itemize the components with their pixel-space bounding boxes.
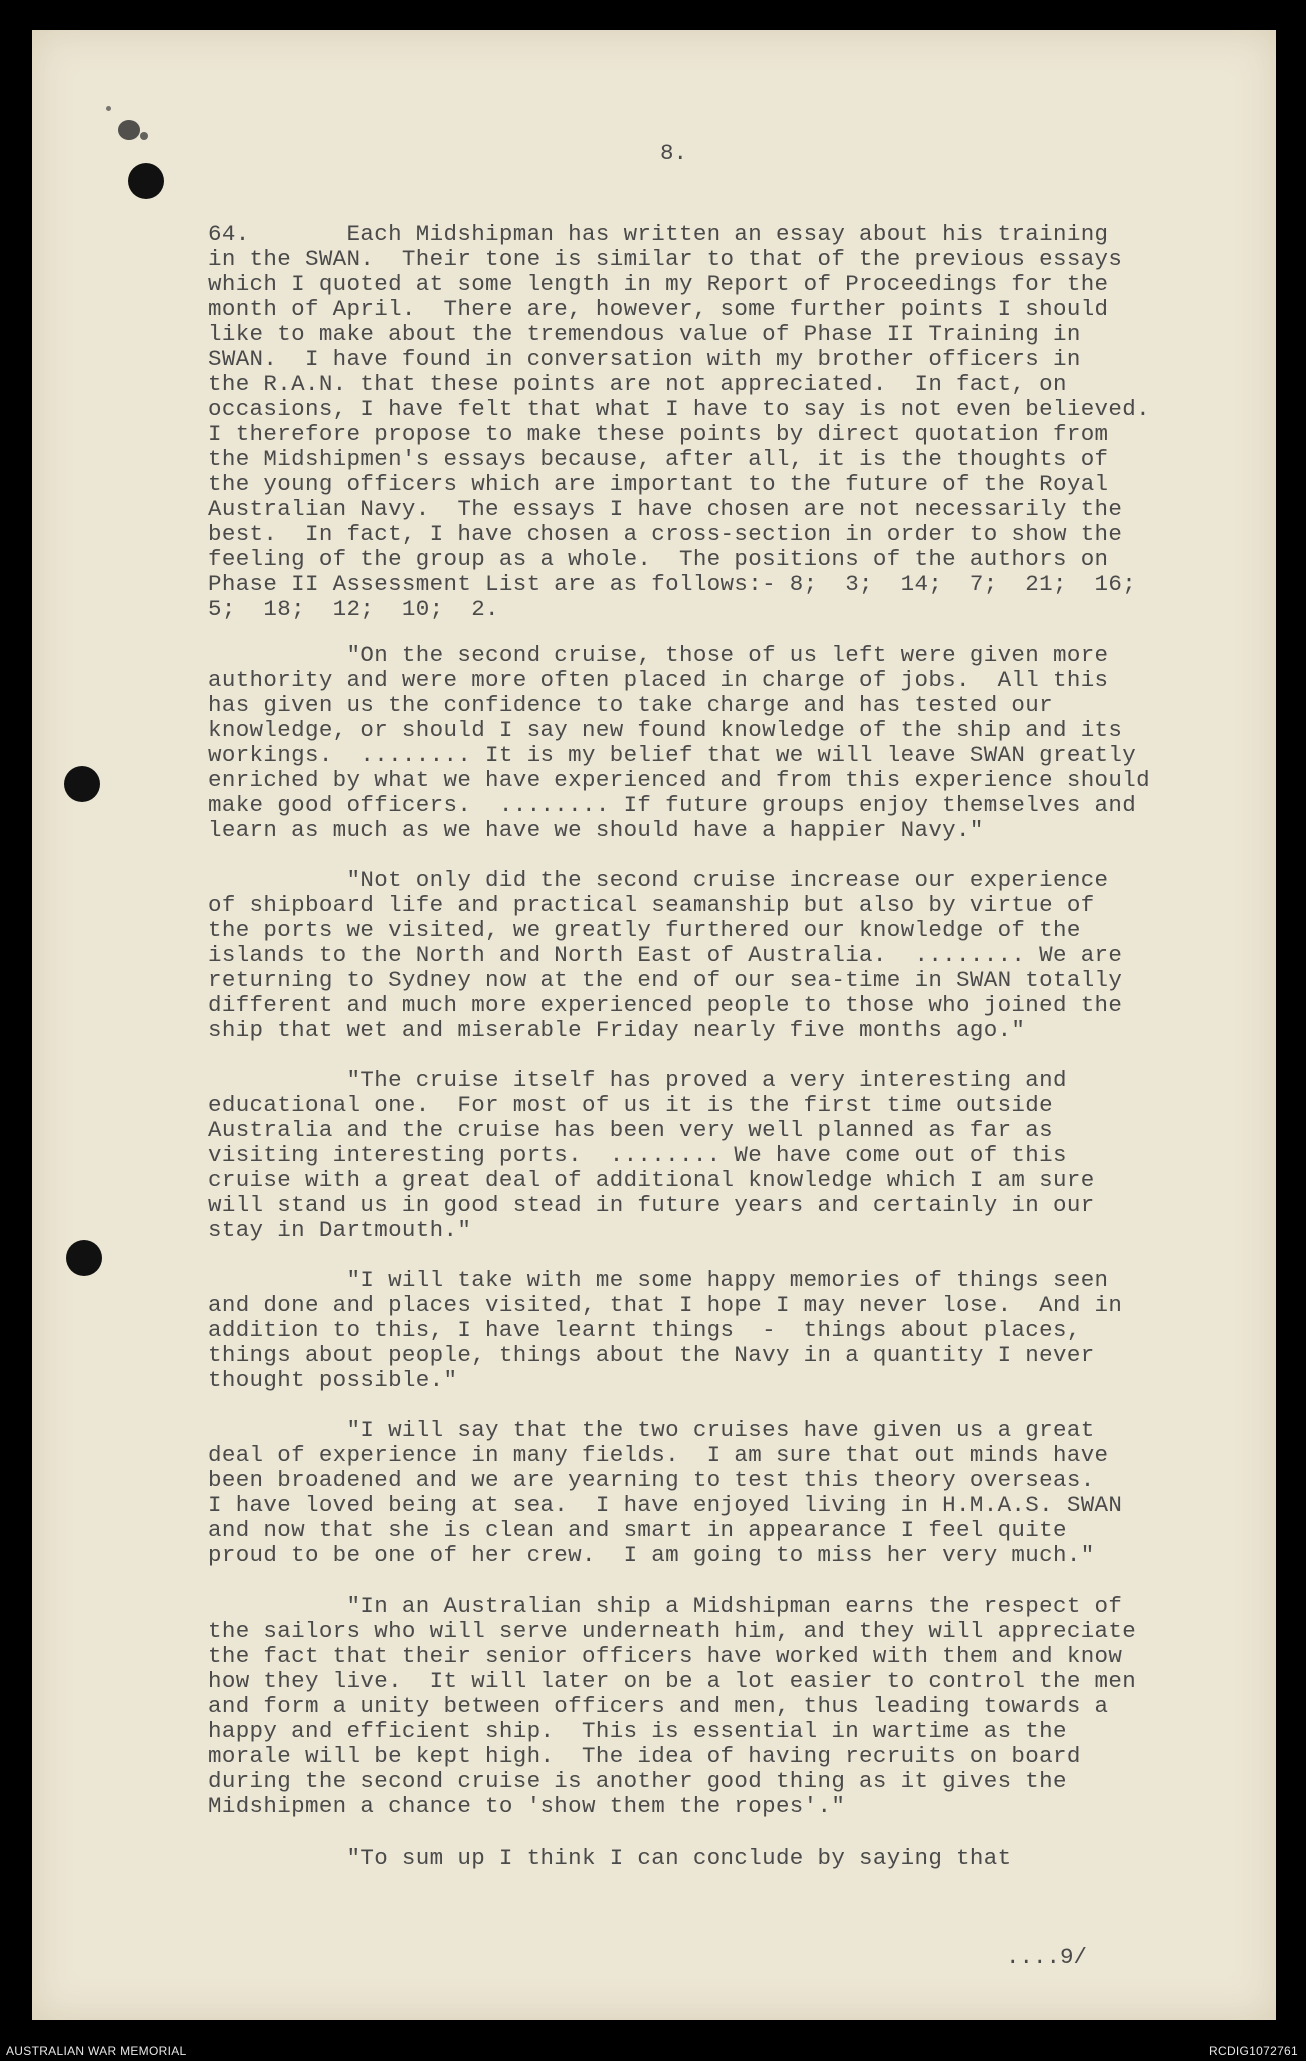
text-line: the R.A.N. that these points are not appreciated. In fact, on xyxy=(208,371,1067,397)
text-line: of shipboard life and practical seamanship but also by virtue of xyxy=(208,892,1095,918)
text-line: will stand us in good stead in future years and certainly in our xyxy=(208,1192,1095,1218)
text-line: things about people, things about the Navy in a quantity I never xyxy=(208,1342,1095,1368)
text-line: "To sum up I think I can conclude by saying that xyxy=(208,1845,1012,1871)
paragraph xyxy=(208,222,1248,622)
paragraph xyxy=(208,1846,1248,1871)
footer-archive-name: AUSTRALIAN WAR MEMORIAL xyxy=(6,2044,187,2058)
text-line: "The cruise itself has proved a very interesting and xyxy=(208,1067,1067,1093)
ink-smudge xyxy=(118,120,140,140)
text-line: enriched by what we have experienced and from this experience should xyxy=(208,767,1150,793)
text-line: Phase II Assessment List are as follows:- 8; 3; 14; 7; 21; 16; xyxy=(208,571,1137,597)
ink-smudge xyxy=(140,132,148,140)
text-line: the sailors who will serve underneath him, and they will appreciate xyxy=(208,1618,1137,1644)
text-line: visiting interesting ports. ........ We have come out of this xyxy=(208,1142,1067,1168)
text-line: workings. ........ It is my belief that we will leave SWAN greatly xyxy=(208,742,1137,768)
text-line: ship that wet and miserable Friday nearly five months ago." xyxy=(208,1017,1026,1043)
text-line: how they live. It will later on be a lot easier to control the men xyxy=(208,1668,1137,1694)
text-line: deal of experience in many fields. I am sure that out minds have xyxy=(208,1442,1109,1468)
text-line: feeling of the group as a whole. The positions of the authors on xyxy=(208,546,1109,572)
footer-bar xyxy=(0,2040,1306,2061)
text-line: knowledge, or should I say new found knowledge of the ship and its xyxy=(208,717,1123,743)
text-line: Australia and the cruise has been very well planned as far as xyxy=(208,1117,1053,1143)
text-line: morale will be kept high. The idea of having recruits on board xyxy=(208,1743,1081,1769)
text-line: in the SWAN. Their tone is similar to that of the previous essays xyxy=(208,246,1123,272)
text-line: has given us the confidence to take charge and has tested our xyxy=(208,692,1053,718)
text-line: the Midshipmen's essays because, after all, it is the thoughts of xyxy=(208,446,1109,472)
ink-smudge xyxy=(106,106,111,111)
text-line: educational one. For most of us it is the first time outside xyxy=(208,1092,1053,1118)
text-line: addition to this, I have learnt things - things about places, xyxy=(208,1317,1081,1343)
footer-record-id: RCDIG1072761 xyxy=(1209,2044,1298,2058)
text-line: thought possible." xyxy=(208,1367,458,1393)
text-line: the fact that their senior officers have worked with them and know xyxy=(208,1643,1123,1669)
text-line: returning to Sydney now at the end of our sea-time in SWAN totally xyxy=(208,967,1123,993)
text-line: and form a unity between officers and men, thus leading towards a xyxy=(208,1693,1109,1719)
punch-hole-lower xyxy=(66,1240,102,1276)
text-line: 64. Each Midshipman has written an essay about his training xyxy=(208,221,1109,247)
text-line: 5; 18; 12; 10; 2. xyxy=(208,596,499,622)
paragraph xyxy=(208,1594,1248,1819)
text-line: proud to be one of her crew. I am going to miss her very much." xyxy=(208,1542,1095,1568)
text-line: "On the second cruise, those of us left were given more xyxy=(208,642,1109,668)
text-line: "I will say that the two cruises have given us a great xyxy=(208,1417,1095,1443)
punch-hole-top xyxy=(128,163,164,199)
text-line: "Not only did the second cruise increase our experience xyxy=(208,867,1109,893)
text-line: authority and were more often placed in charge of jobs. All this xyxy=(208,667,1109,693)
paragraph xyxy=(208,1418,1248,1568)
text-line: the young officers which are important to the future of the Royal xyxy=(208,471,1109,497)
text-line: best. In fact, I have chosen a cross-section in order to show the xyxy=(208,521,1123,547)
text-line: and now that she is clean and smart in appearance I feel quite xyxy=(208,1517,1067,1543)
text-line: I have loved being at sea. I have enjoyed living in H.M.A.S. SWAN xyxy=(208,1492,1123,1518)
text-line: SWAN. I have found in conversation with my brother officers in xyxy=(208,346,1081,372)
text-line: happy and efficient ship. This is essential in wartime as the xyxy=(208,1718,1067,1744)
text-line: make good officers. ........ If future groups enjoy themselves and xyxy=(208,792,1137,818)
text-line: been broadened and we are yearning to test this theory overseas. xyxy=(208,1467,1095,1493)
text-line: month of April. There are, however, some further points I should xyxy=(208,296,1109,322)
page-number: 8. xyxy=(660,140,688,166)
text-line: "I will take with me some happy memories of things seen xyxy=(208,1267,1109,1293)
text-line: islands to the North and North East of Australia. ........ We are xyxy=(208,942,1123,968)
continuation-marker: ....9/ xyxy=(1006,1944,1088,1970)
text-line: cruise with a great deal of additional knowledge which I am sure xyxy=(208,1167,1095,1193)
text-line: different and much more experienced people to those who joined the xyxy=(208,992,1123,1018)
paragraph xyxy=(208,643,1248,843)
punch-hole-middle xyxy=(64,766,100,802)
paragraph xyxy=(208,868,1248,1043)
text-line: I therefore propose to make these points by direct quotation from xyxy=(208,421,1109,447)
text-line: like to make about the tremendous value of Phase II Training in xyxy=(208,321,1081,347)
text-line: which I quoted at some length in my Report of Proceedings for the xyxy=(208,271,1109,297)
text-line: during the second cruise is another good thing as it gives the xyxy=(208,1768,1067,1794)
text-line: "In an Australian ship a Midshipman earns the respect of xyxy=(208,1593,1123,1619)
text-line: stay in Dartmouth." xyxy=(208,1217,472,1243)
paragraph xyxy=(208,1268,1248,1393)
text-line: Australian Navy. The essays I have chosen are not necessarily the xyxy=(208,496,1123,522)
text-line: and done and places visited, that I hope I may never lose. And in xyxy=(208,1292,1123,1318)
text-line: learn as much as we have we should have a happier Navy." xyxy=(208,817,984,843)
paragraph xyxy=(208,1068,1248,1243)
text-line: Midshipmen a chance to 'show them the ropes'." xyxy=(208,1793,846,1819)
text-line: the ports we visited, we greatly furthered our knowledge of the xyxy=(208,917,1081,943)
text-line: occasions, I have felt that what I have to say is not even believed. xyxy=(208,396,1150,422)
